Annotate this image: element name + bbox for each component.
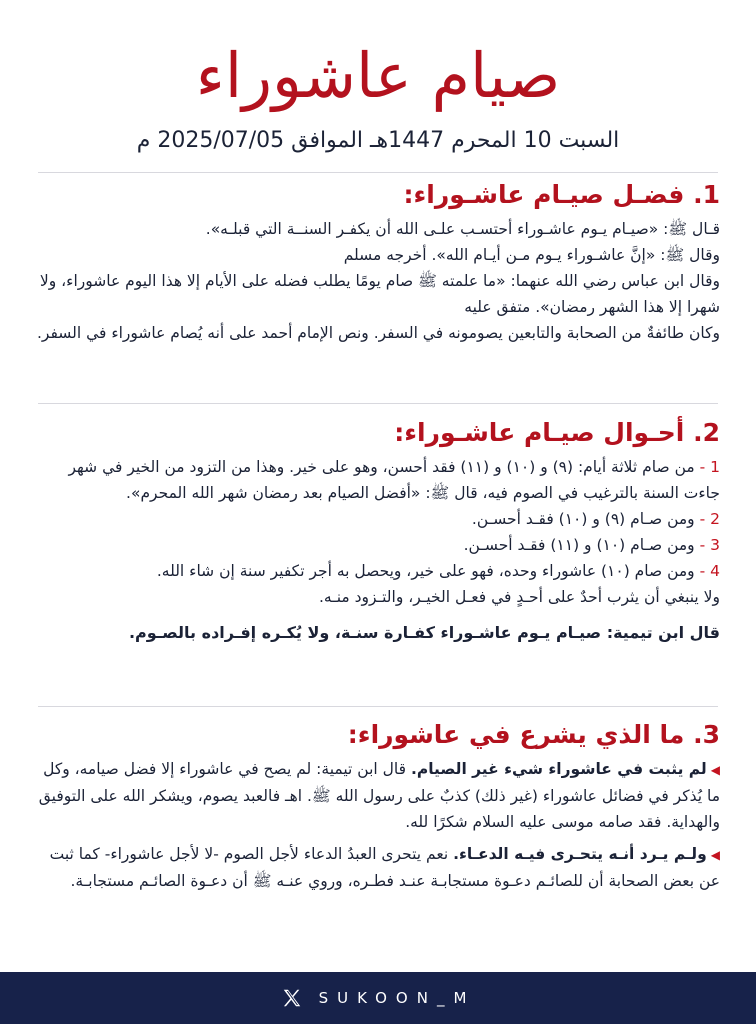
- account-handle[interactable]: SUKOON_M: [318, 989, 476, 1007]
- bullet-lead: لم يثبت في عاشوراء شيء غير الصيام.: [410, 760, 707, 778]
- divider: [38, 706, 718, 707]
- section-cases: [36, 418, 720, 646]
- list-item: 2 - ومن صـام (٩) و (١٠) فقـد أحسـن.: [471, 510, 720, 528]
- section-number: 2.: [693, 418, 720, 447]
- item-text: ومن صام (١٠) عاشوراء وحده، فهو على خير، ويحصل به أجر تكفير سنة إن شاء الله.: [156, 562, 695, 580]
- item-number: 4: [710, 562, 720, 580]
- triangle-bullet-icon: ◀: [710, 848, 720, 862]
- bullet-item: [36, 841, 720, 894]
- date-line: السبت 10 المحرم 1447هـ الموافق 2025/07/05 م: [136, 128, 620, 153]
- section-legislated: [36, 720, 720, 894]
- paragraph: وقال ﷺ: «إنَّ عاشـوراء يـوم مـن أيـام الله». أخرجه مسلم: [343, 246, 720, 264]
- section-number: 1.: [693, 180, 720, 209]
- bullet-lead: ولـم يـرد أنـه يتحـرى فيـه الدعـاء.: [453, 845, 707, 863]
- item-number: 3: [710, 536, 720, 554]
- list-item: 1 - من صام ثلاثة أيام: (٩) و (١٠) و (١١) فقد أحسن، وهو على خير. وهذا من التزود من الخير في شهر جاءت السنة بالترغيب في الصوم فيه، قال ﷺ: «أفضل الصيام بعد رمضان شهر الله المحرم».: [68, 458, 720, 502]
- list-item: 3 - ومن صـام (١٠) و (١١) فقـد أحسـن.: [463, 536, 720, 554]
- paragraph: وكان طائفةٌ من الصحابة والتابعين يصومونه في السفر. ونص الإمام أحمد على أنه يُصام عاشوراء في السفر.: [36, 324, 720, 342]
- page-title: صيام عاشوراء: [195, 39, 561, 112]
- divider: [38, 172, 718, 173]
- paragraph: قـال ﷺ: «صيـام يـوم عاشـوراء أحتسـب علـى الله أن يكفـر السنــة التي قبلـه».: [205, 220, 720, 238]
- paragraph: وقال ابن عباس رضي الله عنهما: «ما علمته ﷺ صام يومًا يطلب فضله على الأيام إلا هذا اليوم عاشوراء، ولا شهرا إلا هذا الشهر رمضان». متفق عليه: [39, 272, 720, 316]
- item-text: من صام ثلاثة أيام: (٩) و (١٠) و (١١) فقد أحسن، وهو على خير. وهذا من التزود من الخير في شهر جاءت السنة بالترغيب في الصوم فيه، قال ﷺ: «أفضل الصيام بعد رمضان شهر الله المحرم».: [68, 458, 720, 502]
- footer-bar: [0, 972, 756, 1024]
- section-title: فضـل صيـام عاشـوراء:: [403, 180, 685, 209]
- ibn-taymiyyah-quote: قال ابن تيمية: صيـام يـوم عاشـوراء كفـارة سنـة، ولا يُكـره إفـراده بالصـوم.: [128, 623, 720, 642]
- item-text: ومن صـام (٩) و (١٠) فقـد أحسـن.: [471, 510, 695, 528]
- item-number: 2: [710, 510, 720, 528]
- section-heading: [36, 418, 720, 448]
- section-title: ما الذي يشرع في عاشوراء:: [347, 720, 685, 749]
- item-number: 1: [710, 458, 720, 476]
- triangle-bullet-icon: ◀: [710, 763, 720, 777]
- bullet-text: نعم يتحرى العبدُ الدعاء لأجل الصوم -لا لأجل عاشوراء- كما ثبت عن بعض الصحابة أن للصائـم دعـوة مستجابـة عنـد فطـره، وروي عنـه ﷺ أن دعـوة الصائـم مستجابـة.: [49, 845, 720, 890]
- section-heading: [36, 180, 720, 210]
- list-item: 4 - ومن صام (١٠) عاشوراء وحده، فهو على خير، ويحصل به أجر تكفير سنة إن شاء الله.: [156, 562, 720, 580]
- divider: [38, 403, 718, 404]
- section-virtue: [36, 180, 720, 346]
- closing-note: ولا ينبغي أن يثرب أحدٌ على أحـدٍ في فعـل الخيـر، والتـزود منـه.: [318, 588, 720, 606]
- bullet-item: [36, 756, 720, 835]
- item-text: ومن صـام (١٠) و (١١) فقـد أحسـن.: [463, 536, 695, 554]
- section-number: 3.: [693, 720, 720, 749]
- section-title: أحـوال صيـام عاشـوراء:: [394, 418, 685, 447]
- x-logo-icon: [281, 987, 303, 1009]
- section-heading: [36, 720, 720, 750]
- bullet-text: قال ابن تيمية: لم يصح في عاشوراء إلا فضل صيامه، وكل ما يُذكر في فضائل عاشوراء (غير ذلك) كذبٌ على رسول الله ﷺ. اهـ فالعبد يصوم، ويشكر الله على التوفيق والهداية. فقد صامه موسى عليه السلام شكرًا لله.: [38, 760, 720, 831]
